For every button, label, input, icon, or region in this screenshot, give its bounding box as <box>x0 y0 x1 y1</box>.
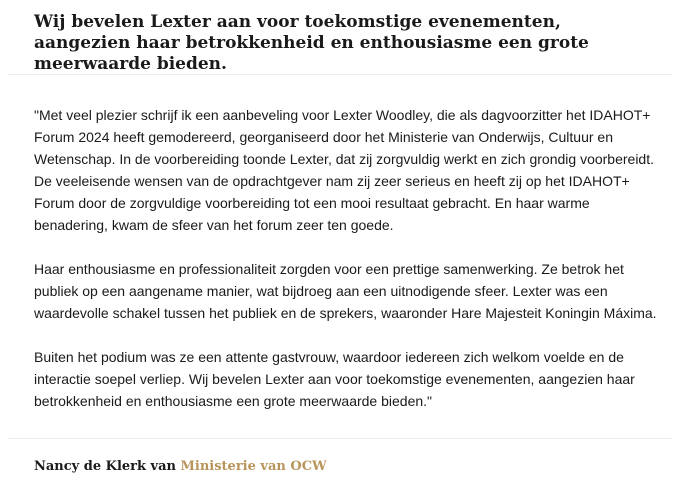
testimonial-paragraph: Haar enthousiasme en professionaliteit zorgden voor een prettige samenwerking. Ze betrok het publiek op een aangename manier, wat bijdroeg aan een uitnodigende sfeer. Lexter was een waardevolle schakel tussen het publiek en de sprekers, waaronder Hare Majesteit Koningin Máxima. <box>34 261 657 321</box>
author-name: Nancy de Klerk <box>34 459 147 474</box>
testimonial-paragraph: "Met veel plezier schrijf ik een aanbeveling voor Lexter Woodley, die als dagvoorzitter het IDAHOT+ Forum 2024 heeft gemodereerd, georganiseerd door het Ministerie van Onderwijs, Cultuur en Wetenschap. In de voorbereiding toonde Lexter, dat zij zorgvuldig werkt en zich grondig voorbereidt. De veeleisende wensen van de opdrachtgever nam zij zeer serieus en heeft zij op het IDAHOT+ Forum door de zorgvuldige voorbereiding tot een mooi resultaat gebracht. En haar warme benadering, kwam de sfeer van het forum zeer ten goede. <box>34 107 654 233</box>
author-organization: Ministerie van OCW <box>180 459 327 474</box>
top-divider <box>8 74 672 75</box>
bottom-divider <box>8 438 672 439</box>
testimonial-body <box>34 104 664 434</box>
author-connector: van <box>150 459 176 474</box>
testimonial-paragraph: Buiten het podium was ze een attente gastvrouw, waardoor iedereen zich welkom voelde en de interactie soepel verliep. Wij bevelen Lexter aan voor toekomstige evenementen, aangezien haar betrokkenheid en enthousiasme een grote meerwaarde bieden." <box>34 349 635 409</box>
author-signature <box>34 458 327 476</box>
testimonial-headline: Wij bevelen Lexter aan voor toekomstige evenementen, aangezien haar betrokkenheid en enthousiasme een grote meerwaarde bieden. <box>34 12 589 74</box>
